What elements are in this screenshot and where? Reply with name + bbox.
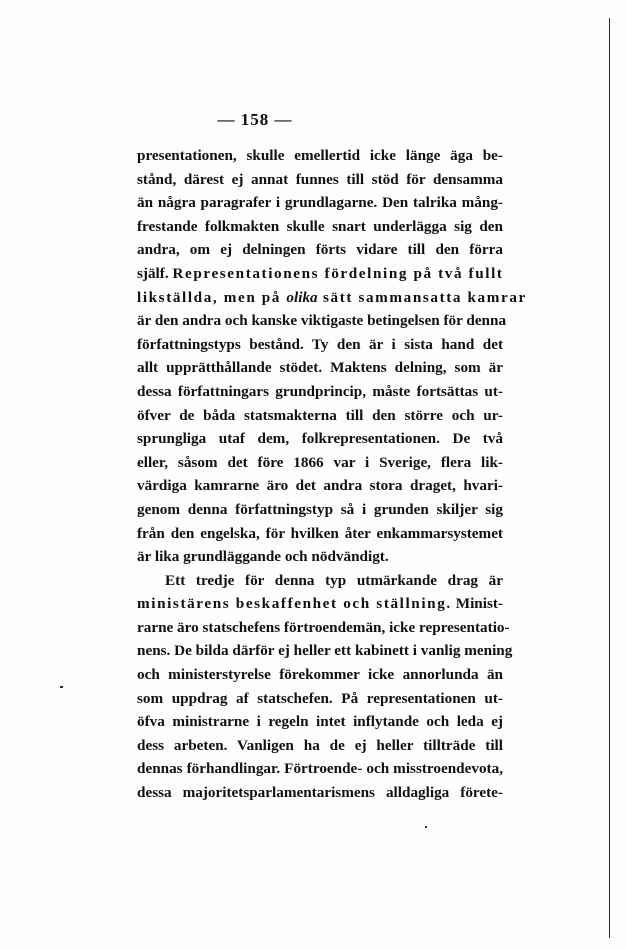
text-line [137, 498, 503, 522]
text-segment: andra, om ej delningen förts vidare till den förra [137, 241, 503, 259]
text-line [137, 451, 503, 475]
text-line [137, 592, 503, 616]
page-edge-line [609, 18, 610, 938]
text-segment: sätt sammansatta kamrar [317, 288, 527, 306]
text-segment: dessa majoritetsparlamentarismens alldagliga förete- [137, 784, 503, 802]
body-text [137, 144, 527, 805]
text-line [137, 687, 503, 711]
text-segment: dessa författningars grundprincip, måste fortsättas ut- [137, 382, 503, 400]
text-line [137, 663, 503, 687]
text-line [137, 238, 503, 262]
text-line [137, 144, 503, 168]
page-number: — 158 — [217, 110, 293, 129]
text-line [137, 168, 503, 192]
text-line [137, 427, 503, 451]
text-line [137, 569, 503, 593]
text-segment: Ett tredje för denna typ utmärkande drag är [165, 571, 503, 589]
text-segment: ministärens beskaffenhet och ställning. [137, 595, 452, 613]
text-line [137, 545, 503, 569]
text-segment: allt upprätthållande stödet. Maktens delning, som är [137, 359, 503, 377]
text-line [137, 309, 507, 333]
text-line [137, 215, 503, 239]
text-line [137, 639, 513, 663]
text-segment: nens. De bilda därför ej heller ett kabinett i vanlig mening [137, 642, 513, 660]
text-segment: frestande folkmakten skulle snart underlägga sig den [137, 217, 503, 235]
text-segment: än några paragrafer i grundlagarne. Den talrika mång- [137, 194, 503, 212]
text-segment: dennas förhandlingar. Förtroende- och misstroendevota, [137, 760, 503, 778]
text-segment: likställda, men på [137, 288, 287, 306]
text-segment: som uppdrag af statschefen. På representationen ut- [137, 689, 503, 707]
text-segment: stånd, därest ej annat funnes till stöd för densamma [137, 170, 503, 188]
scan-speck [60, 686, 63, 688]
scan-speck [425, 826, 427, 828]
text-line [137, 734, 503, 758]
text-segment: rarne äro statschefens förtroendemän, icke representatio- [137, 618, 510, 636]
text-line [137, 757, 503, 781]
text-segment: författningstyps bestånd. Ty den är i sista hand det [137, 335, 503, 353]
text-line [137, 781, 503, 805]
text-line [137, 191, 503, 215]
text-segment: eller, såsom det före 1866 var i Sverige, flera lik- [137, 453, 503, 471]
text-segment: öfva ministrarne i regeln intet inflytande och leda ej [137, 713, 503, 731]
text-segment: Representationens fördelning på två fullt [172, 264, 504, 282]
text-segment: olika [286, 288, 318, 306]
text-segment: öfver de båda statsmakterna till den större och ur- [137, 406, 503, 424]
text-segment: är den andra och kanske viktigaste betingelsen för denna [137, 312, 507, 330]
text-line [137, 404, 503, 428]
text-line [137, 286, 527, 310]
text-line [137, 380, 503, 404]
text-segment: sprungliga utaf dem, folkrepresentationen. De två [137, 430, 503, 448]
text-segment: genom denna författningstyp så i grunden skiljer sig [137, 500, 503, 518]
text-line [137, 522, 503, 546]
text-line [137, 616, 510, 640]
text-segment: själf. [137, 264, 173, 282]
text-line [137, 474, 503, 498]
text-line [137, 710, 503, 734]
text-segment: värdiga kamrarne äro det andra stora draget, hvari- [137, 477, 503, 495]
text-segment: Minist- [451, 595, 503, 613]
text-segment: från den engelska, för hvilken åter enkammarsystemet [137, 524, 503, 542]
text-segment: dess arbeten. Vanligen ha de ej heller tillträde till [137, 736, 503, 754]
text-segment: och ministerstyrelse förekommer icke annorlunda än [137, 666, 503, 684]
text-line [137, 356, 503, 380]
text-line [137, 333, 503, 357]
text-segment: är lika grundläggande och nödvändigt. [137, 548, 389, 566]
text-line [137, 262, 503, 286]
text-segment: presentationen, skulle emellertid icke länge äga be- [137, 147, 503, 164]
